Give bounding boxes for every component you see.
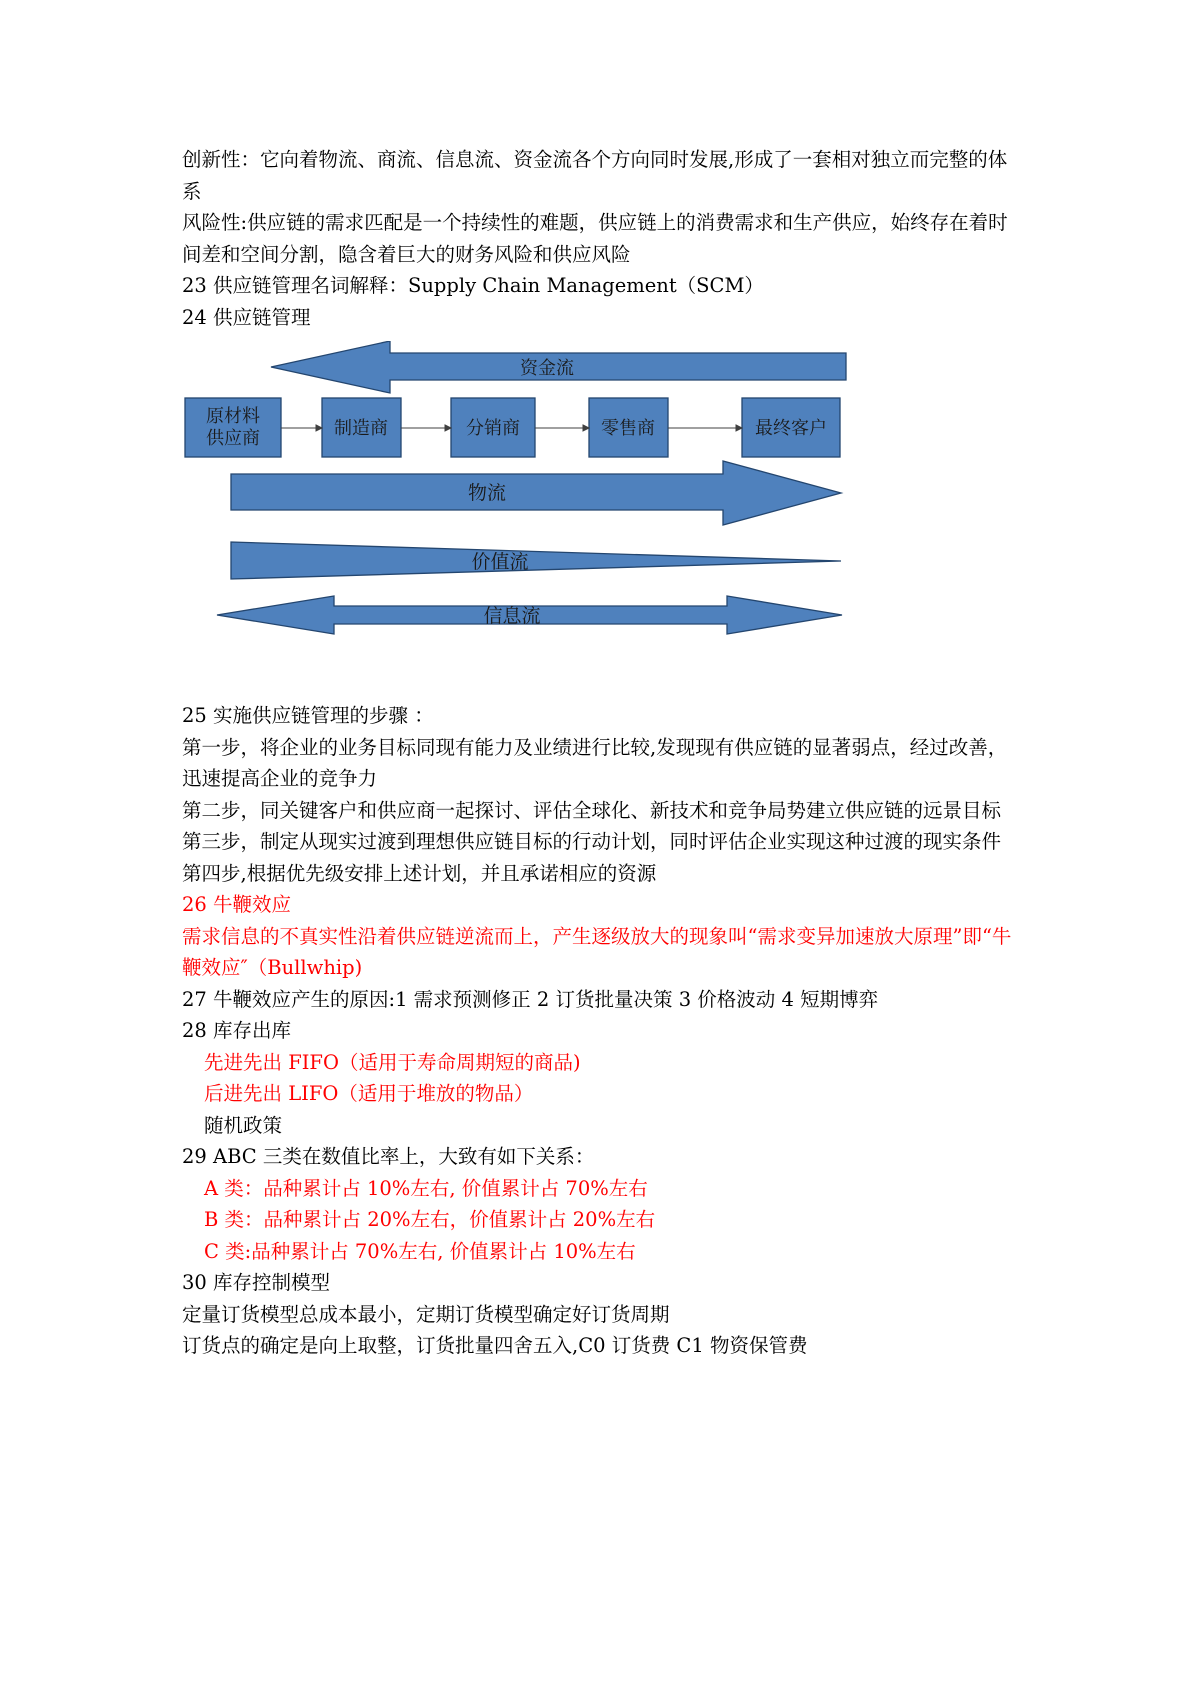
box2-label: 制造商 <box>334 418 388 439</box>
connector-2-head <box>445 425 451 431</box>
logistics-flow-label: 物流 <box>467 482 507 504</box>
supply-chain-diagram <box>182 341 1022 688</box>
document-body <box>182 144 1022 1362</box>
steps-heading: 25 实施供应链管理的步骤 ： <box>182 704 434 727</box>
value-flow-label: 价值流 <box>471 551 529 573</box>
innovation-paragraph: 创新性：它向着物流、商流、信息流、资金流各个方向同时发展,形成了一套相对独立而完整的体系 <box>182 148 1008 203</box>
bullwhip-definition: 需求信息的不真实性沿着供应链逆流而上，产生逐级放大的现象叫“需求变异加速放大原理”即“牛鞭效应″（Bullwhip) <box>182 924 1012 979</box>
risk-paragraph: 风险性:供应链的需求匹配是一个持续性的难题，供应链上的消费需求和生产供应，始终存在着时间差和空间分割，隐含着巨大的财务风险和供应风险 <box>182 211 1008 266</box>
abc-class-c: C 类:品种累计占 70%左右, 价值累计占 10%左右 <box>204 1239 636 1263</box>
abc-class-a: A 类：品种累计占 10%左右, 价值累计占 70%左右 <box>204 1176 648 1200</box>
info-flow-label: 信息流 <box>483 605 541 627</box>
supply-chain-diagram-svg <box>182 341 1002 688</box>
connector-4-head <box>736 425 742 431</box>
value-flow-arrow <box>231 542 841 579</box>
fifo-item: 先进先出 FIFO（适用于寿命周期短的商品) <box>204 1050 581 1074</box>
abc-heading: 29 ABC 三类在数值比率上，大致有如下关系： <box>182 1145 595 1168</box>
capital-flow-label: 资金流 <box>520 358 574 379</box>
lifo-item: 后进先出 LIFO（适用于堆放的物品） <box>204 1082 534 1105</box>
bullwhip-causes: 27 牛鞭效应产生的原因:1 需求预测修正 2 订货批量决策 3 价格波动 4 短期博弈 <box>182 987 879 1011</box>
inventory-model-line-2: 订货点的确定是向上取整，订货批量四舍五入,C0 订货费 C1 物资保管费 <box>182 1334 808 1357</box>
box4-label: 零售商 <box>601 418 655 439</box>
abc-class-b: B 类：品种累计占 20%左右，价值累计占 20%左右 <box>204 1208 656 1231</box>
scm-definition-heading: 23 供应链管理名词解释：Supply Chain Management（SCM） <box>182 274 764 297</box>
connector-1-head <box>316 425 322 431</box>
box1-label-line2: 供应商 <box>206 428 260 449</box>
inventory-model-heading: 30 库存控制模型 <box>182 1271 331 1294</box>
connector-3-head <box>583 425 589 431</box>
step-4: 第四步,根据优先级安排上述计划，并且承诺相应的资源 <box>182 861 657 885</box>
box5-label: 最终客户 <box>755 418 827 439</box>
random-policy-item: 随机政策 <box>204 1113 283 1137</box>
inventory-model-line-1: 定量订货模型总成本最小，定期订货模型确定好订货周期 <box>182 1302 670 1326</box>
bullwhip-heading: 26 牛鞭效应 <box>182 893 292 916</box>
logistics-flow-arrow <box>231 461 841 525</box>
scm-heading: 24 供应链管理 <box>182 305 311 329</box>
step-2: 第二步，同关键客户和供应商一起探讨、评估全球化、新技术和竞争局势建立供应链的远景目标 <box>182 798 1002 822</box>
step-3: 第三步，制定从现实过渡到理想供应链目标的行动计划，同时评估企业实现这种过渡的现实条件 <box>182 830 1002 853</box>
box3-label: 分销商 <box>466 418 520 439</box>
box1-label-line1: 原材料 <box>206 406 260 427</box>
step-1: 第一步，将企业的业务目标同现有能力及业绩进行比较,发现现有供应链的显著弱点，经过改善，迅速提高企业的竞争力 <box>182 735 1008 790</box>
inventory-outbound-heading: 28 库存出库 <box>182 1019 292 1042</box>
